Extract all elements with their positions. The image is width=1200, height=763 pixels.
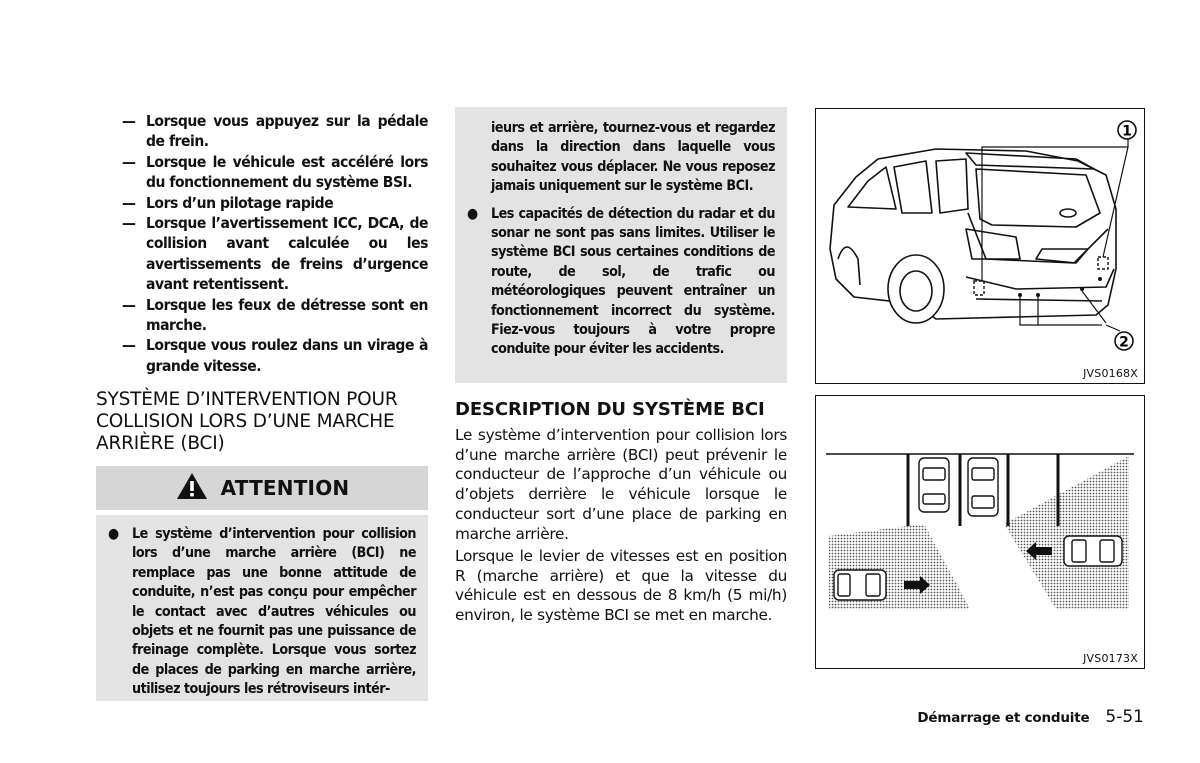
description-title: DESCRIPTION DU SYSTÈME BCI [455, 399, 765, 420]
dash-list [122, 111, 428, 376]
dash-item: — Lorsque le véhicule est accéléré lors du fonctionnement du système BSI. [122, 152, 428, 193]
left-column [122, 111, 428, 376]
figure-code: JVS0168X [1083, 367, 1138, 380]
warning-continuation-box [455, 107, 787, 383]
callout-2: 2 [1119, 334, 1129, 351]
bullet-icon: ● [467, 205, 478, 222]
figure-code: JVS0173X [1083, 652, 1138, 665]
vehicle-illustration [816, 109, 1143, 382]
dash-item: — Lorsque l’avertissement ICC, DCA, de collision avant calculée ou les avertissements de freins d’urgence avant retentissent. [122, 213, 428, 295]
dash-item: — Lorsque vous appuyez sur la pédale de frein. [122, 111, 428, 152]
callout-1: 1 [1122, 123, 1132, 140]
parking-illustration [816, 396, 1143, 667]
page-footer [917, 707, 1144, 727]
warning-bullet [108, 525, 416, 700]
warning-header [96, 466, 428, 510]
dash-item: — Lors d’un pilotage rapide [122, 193, 428, 213]
continuation-text: ieurs et arrière, tournez-vous et regardez dans la direction dans laquelle vous souhaitez vous déplacer. Ne vous reposez jamais uniquement sur le système BCI. [491, 120, 775, 195]
warning-bullet [467, 205, 775, 360]
dash-item: — Lorsque vous roulez dans un virage à grande vitesse. [122, 335, 428, 376]
figure-vehicle-sensors [815, 108, 1145, 384]
warning-label: ATTENTION [220, 476, 350, 500]
dash-item: — Lorsque les feux de détresse sont en marche. [122, 295, 428, 336]
section-title: SYSTÈME D’INTERVENTION POUR COLLISION LORS D’UNE MARCHE ARRIÈRE (BCI) [96, 389, 398, 454]
warning-icon [175, 471, 209, 505]
warning-body [96, 515, 428, 701]
page-number: 5-51 [1105, 707, 1144, 727]
figure-parking-scenario [815, 395, 1145, 669]
warning-bullet-text: Le système d’intervention pour collision lors d’une marche arrière (BCI) ne remplace pas une bonne attitude de conduite, n’est pas conçu pour empêcher le contact avec d’autres véhicules ou objets et ne fournit pas une puissance de freinage complète. Lorsque vous sortez de places de parking en marche arrière, utilisez toujours les rétroviseurs intér- [132, 526, 416, 698]
bullet-icon: ● [108, 526, 119, 542]
description-paragraph: Le système d’intervention pour collision lors d’une marche arrière (BCI) peut prévenir le conducteur de l’approche d’un véhicule ou d’objets derrière le véhicule lorsque le conducteur sort d’une place de parking en marche arrière. [455, 426, 787, 543]
warning-bullet-text: Les capacités de détection du radar et du sonar ne sont pas sans limites. Utiliser le système BCI sous certaines conditions de route, de sol, de trafic ou météorologiques peuvent entraîner un fonctionnement incorrect du système. Fiez-vous toujours à votre propre conduite pour éviter les accidents. [491, 205, 775, 358]
footer-section: Démarrage et conduite [917, 710, 1090, 726]
description-paragraph: Lorsque le levier de vitesses est en position R (marche arrière) et que la vitesse du véhicule est en dessous de 8 km/h (5 mi/h) environ, le système BCI se met en marche. [455, 547, 787, 625]
